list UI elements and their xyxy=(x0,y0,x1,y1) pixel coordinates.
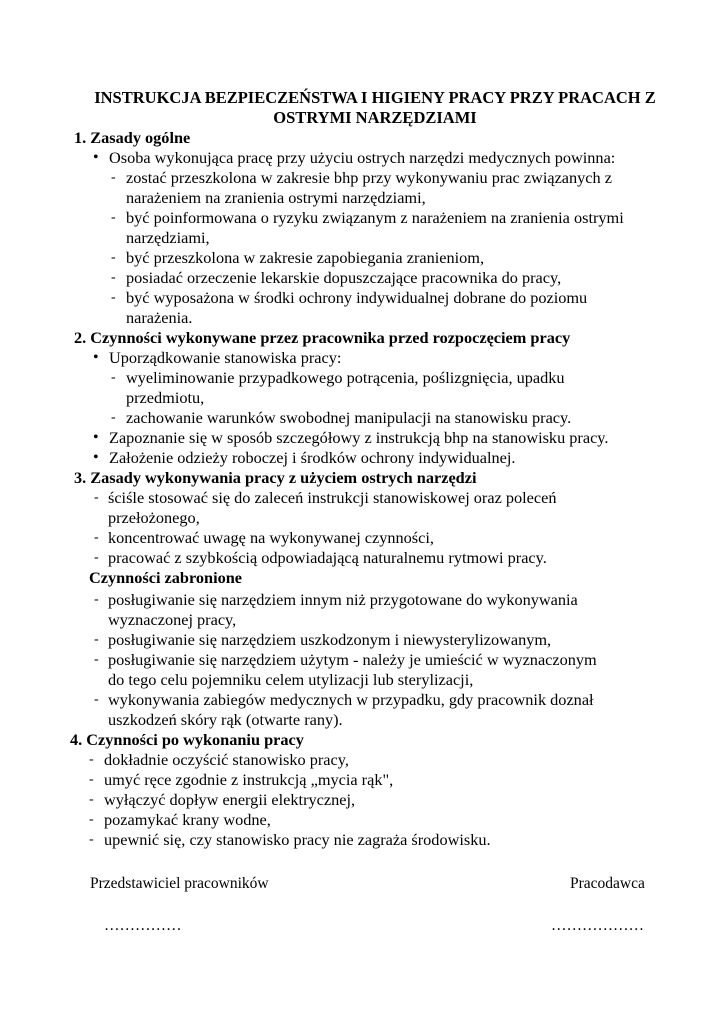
title-line-2: OSTRYMI NARZĘDZIAMI xyxy=(273,108,477,127)
dash-marker: - xyxy=(94,652,99,667)
section-2-bullet-2: Zapoznanie się w sposób szczegółowy z instrukcją bhp na stanowisku pracy. xyxy=(109,428,609,447)
section-1-item-1-line-1: zostać przeszkolona w zakresie bhp przy wykonywaniu prac związanych z xyxy=(126,168,612,187)
dash-marker: - xyxy=(111,250,116,265)
forbidden-item-2: posługiwanie się narzędziem uszkodzonym i niewysterylizowanym, xyxy=(108,630,552,649)
section-2-bullet-1: Uporządkowanie stanowiska pracy: xyxy=(109,348,342,367)
section-4-item-1: dokładnie oczyścić stanowisko pracy, xyxy=(104,750,349,769)
section-2-item-2: zachowanie warunków swobodnej manipulacji na stanowisku pracy. xyxy=(126,408,572,427)
section-4-item-3: wyłączyć dopływ energii elektrycznej, xyxy=(104,790,356,809)
title-line-1: INSTRUKCJA BEZPIECZEŃSTWA I HIGIENY PRACY PRZY PRACACH Z xyxy=(94,88,656,107)
section-1-item-4: posiadać orzeczenie lekarskie dopuszczające pracownika do pracy, xyxy=(126,268,562,287)
section-4-item-2: umyć ręce zgodnie z instrukcją „mycia rąk", xyxy=(104,770,394,789)
bullet-marker: • xyxy=(93,449,99,466)
dash-marker: - xyxy=(111,210,116,225)
forbidden-item-3-line-2: do tego celu pojemniku celem utylizacji lub sterylizacji, xyxy=(108,670,474,689)
section-1-item-2-line-2: narzędziami, xyxy=(126,228,210,247)
bullet-marker: • xyxy=(93,429,99,446)
section-3-item-1-line-2: przełożonego, xyxy=(108,508,200,527)
forbidden-item-3-line-1: posługiwanie się narzędziem użytym - należy je umieścić w wyznaczonym xyxy=(108,650,597,669)
dash-marker: - xyxy=(89,772,94,787)
dash-marker: - xyxy=(89,812,94,827)
employer-signature-line: ……………… xyxy=(551,917,644,934)
dash-marker: - xyxy=(111,290,116,305)
section-1-item-5-line-1: być wyposażona w środki ochrony indywidualnej dobrane do poziomu xyxy=(126,288,588,307)
forbidden-item-1-line-2: wyznaczonej pracy, xyxy=(108,610,237,629)
forbidden-item-4-line-2: uszkodzeń skóry rąk (otwarte rany). xyxy=(108,710,343,729)
section-1-item-2-line-1: być poinformowana o ryzyku związanym z narażeniem na zranienia ostrymi xyxy=(126,208,624,227)
dash-marker: - xyxy=(89,832,94,847)
section-1-item-3: być przeszkolona w zakresie zapobiegania zranieniom, xyxy=(126,248,485,267)
employee-signature-line: …………… xyxy=(104,917,182,934)
dash-marker: - xyxy=(94,530,99,545)
dash-marker: - xyxy=(94,632,99,647)
section-1-item-5-line-2: narażenia. xyxy=(126,308,193,327)
forbidden-item-4-line-1: wykonywania zabiegów medycznych w przypadku, gdy pracownik doznał xyxy=(108,690,594,709)
bullet-marker: • xyxy=(93,349,99,366)
dash-marker: - xyxy=(94,490,99,505)
section-3-item-1-line-1: ściśle stosować się do zaleceń instrukcji stanowiskowej oraz poleceń xyxy=(108,488,557,507)
forbidden-actions-heading: Czynności zabronione xyxy=(89,568,243,587)
section-3-item-2: koncentrować uwagę na wykonywanej czynności, xyxy=(108,528,434,547)
dash-marker: - xyxy=(89,792,94,807)
section-1-bullet-1: Osoba wykonująca pracę przy użyciu ostrych narzędzi medycznych powinna: xyxy=(109,148,616,167)
forbidden-item-1-line-1: posługiwanie się narzędziem innym niż przygotowane do wykonywania xyxy=(108,590,578,609)
employer-label: Pracodawca xyxy=(570,875,645,892)
dash-marker: - xyxy=(94,592,99,607)
bullet-marker: • xyxy=(93,149,99,166)
section-4-heading: 4. Czynności po wykonaniu pracy xyxy=(70,730,304,749)
dash-marker: - xyxy=(89,752,94,767)
dash-marker: - xyxy=(94,550,99,565)
dash-marker: - xyxy=(111,370,116,385)
section-1-item-1-line-2: narażeniem na zranienia ostrymi narzędziami, xyxy=(126,188,426,207)
dash-marker: - xyxy=(111,410,116,425)
section-2-item-1-line-2: przedmiotu, xyxy=(126,388,205,407)
section-2-item-1-line-1: wyeliminowanie przypadkowego potrącenia, poślizgnięcia, upadku xyxy=(126,368,565,387)
section-3-item-3: pracować z szybkością odpowiadającą naturalnemu rytmowi pracy. xyxy=(108,548,547,567)
employee-representative-label: Przedstawiciel pracowników xyxy=(90,875,269,892)
section-2-heading: 2. Czynności wykonywane przez pracownika przed rozpoczęciem pracy xyxy=(74,328,571,347)
document-title xyxy=(60,88,690,128)
dash-marker: - xyxy=(94,692,99,707)
dash-marker: - xyxy=(111,170,116,185)
dash-marker: - xyxy=(111,270,116,285)
section-2-bullet-3: Założenie odzieży roboczej i środków ochrony indywidualnej. xyxy=(109,448,516,467)
section-1-heading: 1. Zasady ogólne xyxy=(74,128,191,147)
section-4-item-5: upewnić się, czy stanowisko pracy nie zagraża środowisku. xyxy=(104,830,491,849)
section-4-item-4: pozamykać krany wodne, xyxy=(104,810,271,829)
section-3-heading: 3. Zasady wykonywania pracy z użyciem ostrych narzędzi xyxy=(74,468,477,487)
